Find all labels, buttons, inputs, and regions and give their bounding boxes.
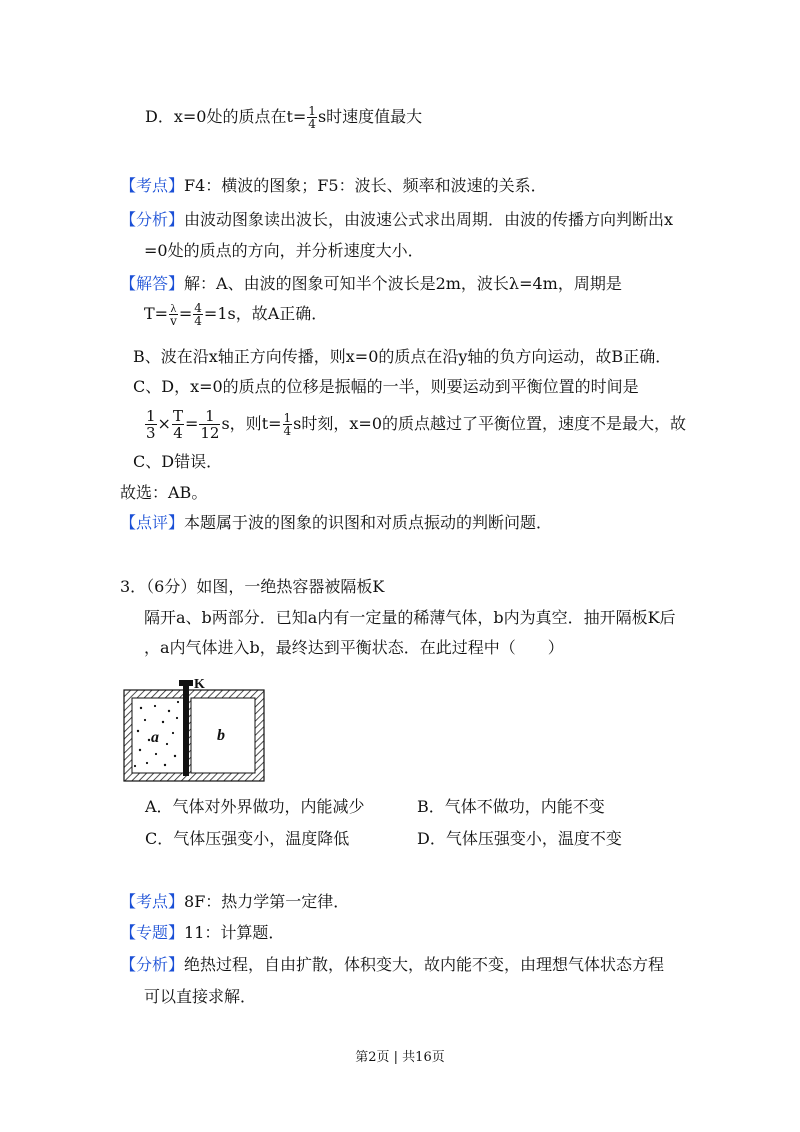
fraction-one-quarter-2: $\frac{1}{4}$ bbox=[283, 411, 292, 438]
kaodian-tag: 【考点】 bbox=[120, 176, 185, 195]
q3-stem-line-2: 隔开a、b两部分．已知a内有一定量的稀薄气体，b内为真空．抽开隔板K后 bbox=[144, 608, 676, 627]
jieda-text-1: 解：A、由波的图象可知半个波长是2m，波长λ=4m，周期是 bbox=[184, 274, 622, 293]
partition-k-handle bbox=[179, 680, 193, 686]
q2-jieda-cd-3: C、D错误． bbox=[133, 452, 223, 471]
q3-option-c: C．气体压强变小，温度降低 bbox=[145, 829, 350, 848]
q2-jieda-cd-1: C、D，x=0的质点的位移是振幅的一半，则要运动到平衡位置的时间是 bbox=[133, 377, 639, 396]
cd-suffix: s时刻，x=0的质点越过了平衡位置，速度不是最大，故 bbox=[293, 414, 686, 433]
container-figure bbox=[123, 676, 265, 782]
times-sign: × bbox=[157, 414, 171, 433]
label-k: K bbox=[194, 677, 205, 692]
jieda-tag: 【解答】 bbox=[120, 274, 185, 293]
q3-stem-line-3: ，a内气体进入b，最终达到平衡状态．在此过程中（ ） bbox=[144, 638, 564, 657]
q2-option-d-suffix: s时速度值最大 bbox=[317, 107, 423, 126]
q2-period-formula bbox=[144, 302, 327, 327]
label-b: b bbox=[217, 727, 225, 744]
q2-option-d bbox=[145, 105, 422, 130]
q3-fenxi-tag: 【分析】 bbox=[120, 955, 185, 974]
cd-eq: = bbox=[184, 414, 199, 433]
q3-fenxi-line-1 bbox=[120, 954, 664, 976]
fraction-four-over-four: $\frac{4}{4}$ bbox=[194, 301, 202, 328]
fraction-T-over-4: $\frac{T}{4}$ bbox=[172, 407, 183, 442]
q3-kaodian-tag: 【考点】 bbox=[120, 892, 185, 911]
fenxi-tag: 【分析】 bbox=[120, 210, 185, 229]
q3-zhuanti bbox=[120, 922, 284, 944]
fraction-lambda-over-v: $\frac{\lambda}{v}$ bbox=[170, 301, 177, 328]
page-footer: 第2页 | 共16页 bbox=[355, 1050, 445, 1065]
period-T-eq: T= bbox=[144, 304, 169, 323]
label-a: a bbox=[151, 729, 159, 746]
period-suffix: =1s，故A正确． bbox=[203, 304, 328, 323]
q2-jieda-cd-2 bbox=[144, 408, 686, 441]
dianping-tag: 【点评】 bbox=[120, 513, 185, 532]
dianping-text: 本题属于波的图象的识图和对质点振动的判断问题． bbox=[184, 513, 553, 532]
q3-option-a: A．气体对外界做功，内能减少 bbox=[145, 797, 365, 816]
q3-kaodian-text: 8F：热力学第一定律． bbox=[184, 892, 350, 911]
fraction-one-third: $\frac{1}{3}$ bbox=[146, 407, 156, 442]
q3-zhuanti-text: 11：计算题． bbox=[184, 923, 285, 942]
q3-stem-line-1: 3．（6分）如图，一绝热容器被隔板K bbox=[120, 577, 385, 596]
q2-option-d-t: t= bbox=[286, 107, 307, 126]
q2-option-d-prefix: D．x=0处的质点在 bbox=[145, 107, 287, 126]
q3-option-d: D．气体压强变小，温度不变 bbox=[417, 829, 622, 848]
fraction-one-twelfth: $\frac{1}{12}$ bbox=[200, 407, 220, 442]
period-eq: = bbox=[178, 304, 193, 323]
q3-zhuanti-tag: 【专题】 bbox=[120, 923, 185, 942]
q3-kaodian bbox=[120, 891, 349, 913]
q3-fenxi-text-1: 绝热过程，自由扩散，体积变大，故内能不变，由理想气体状态方程 bbox=[184, 955, 665, 974]
q2-fenxi-line-1 bbox=[120, 209, 673, 231]
q2-fenxi-line-2: =0处的质点的方向，并分析速度大小． bbox=[144, 241, 424, 260]
fraction-one-quarter: $\frac{1}{4}$ bbox=[308, 104, 316, 131]
q3-fenxi-line-2: 可以直接求解． bbox=[144, 987, 257, 1006]
cd-mid: s，则 bbox=[221, 414, 262, 433]
fenxi-text-1: 由波动图象读出波长，由波速公式求出周期．由波的传播方向判断出x bbox=[184, 210, 674, 229]
q2-answer: 故选：AB。 bbox=[120, 483, 208, 502]
q2-dianping bbox=[120, 512, 552, 534]
q3-option-b: B．气体不做功，内能不变 bbox=[417, 797, 605, 816]
q2-jieda-b: B、波在沿x轴正方向传播，则x=0的质点在沿y轴的负方向运动，故B正确． bbox=[133, 347, 672, 366]
kaodian-text: F4：横波的图象；F5：波长、频率和波速的关系． bbox=[184, 176, 547, 195]
q2-jieda-line-1 bbox=[120, 273, 622, 295]
partition-k bbox=[183, 682, 189, 776]
q2-kaodian bbox=[120, 175, 547, 197]
cd-t: t= bbox=[261, 414, 282, 433]
